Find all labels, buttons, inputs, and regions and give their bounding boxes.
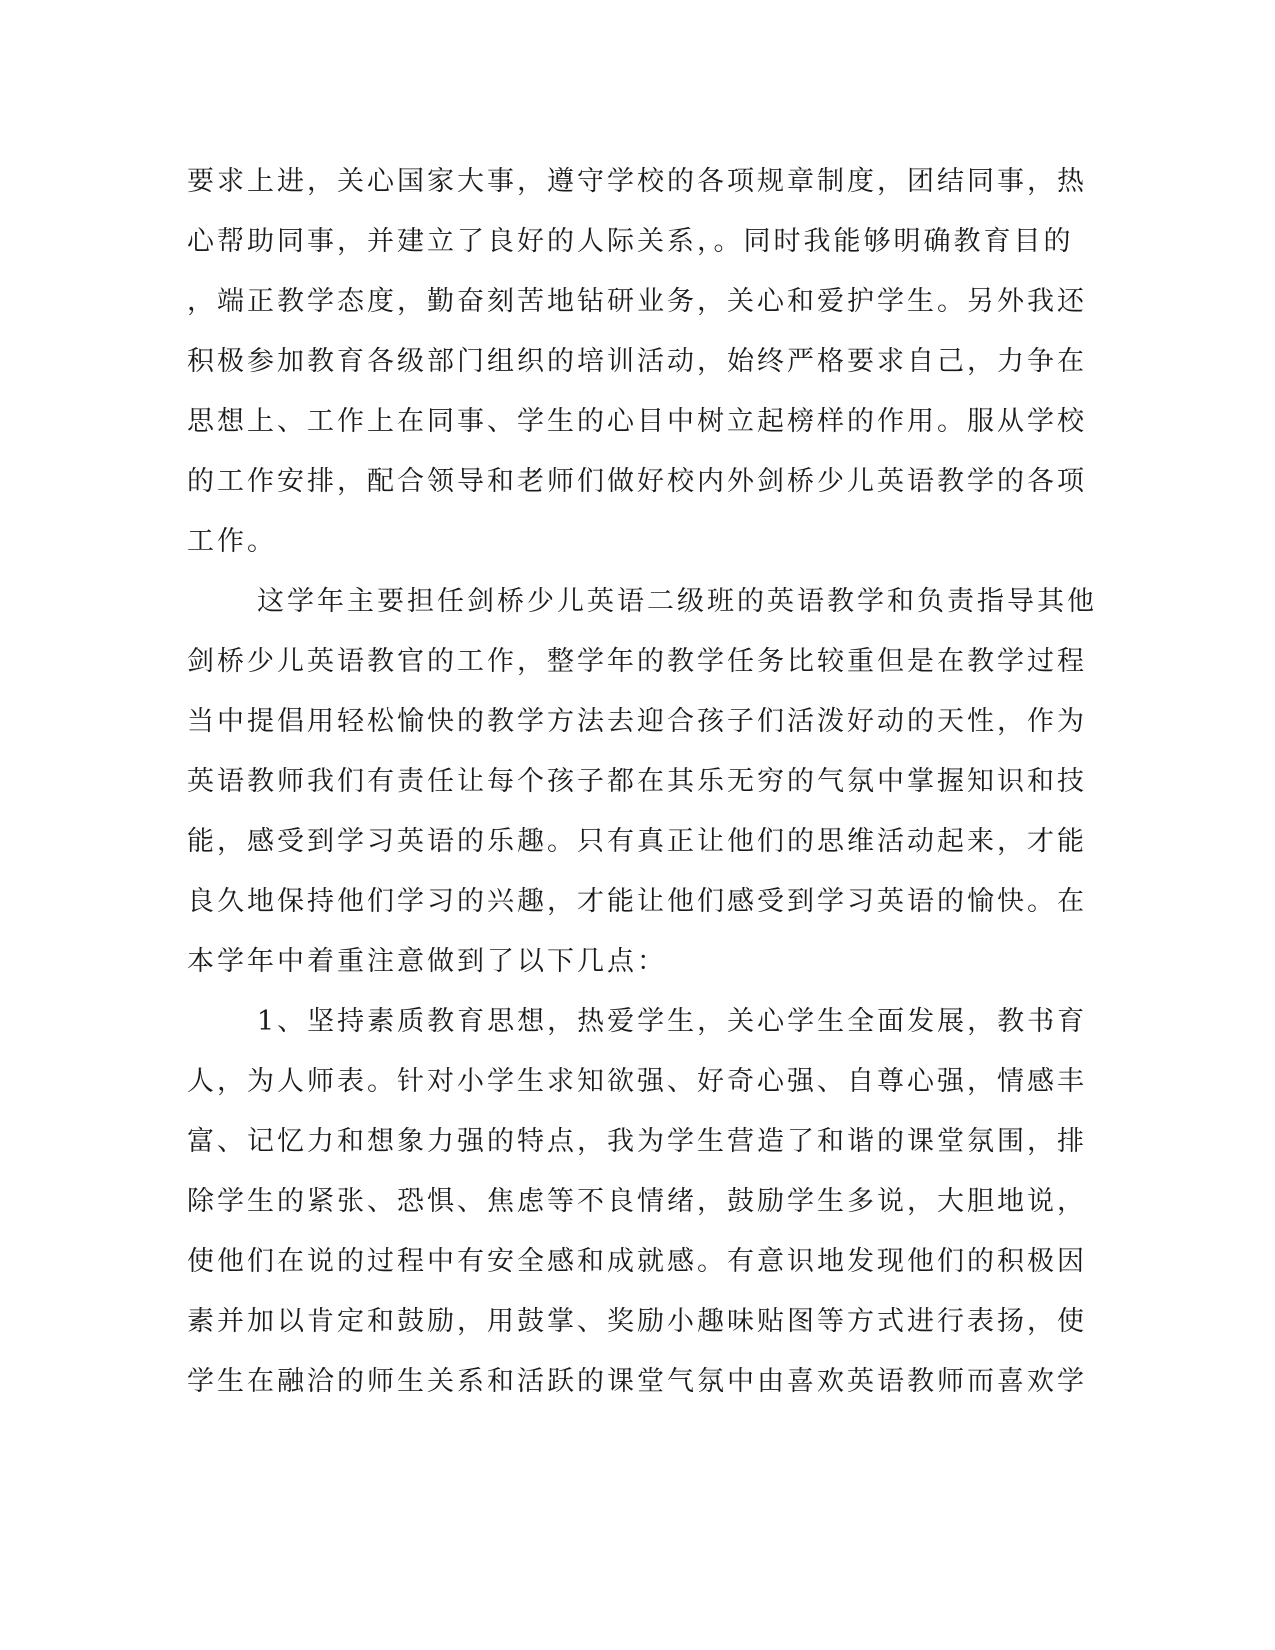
paragraph-2-line-1: 这学年主要担任剑桥少儿英语二级班的英语教学和负责指导其他 [257,586,1097,617]
paragraph-2-line-4: 英语教师我们有责任让每个孩子都在其乐无穷的气氛中掌握知识和技 [187,766,1087,797]
paragraph-3-line-6: 素并加以肯定和鼓励，用鼓掌、奖励小趣味贴图等方式进行表扬，使 [187,1306,1087,1337]
paragraph-3-line-7: 学生在融洽的师生关系和活跃的课堂气氛中由喜欢英语教师而喜欢学 [187,1366,1087,1397]
body-text [187,152,1097,1412]
paragraph-3-line-5: 使他们在说的过程中有安全感和成就感。有意识地发现他们的积极因 [187,1246,1087,1277]
paragraph-2-line-5: 能，感受到学习英语的乐趣。只有真正让他们的思维活动起来，才能 [187,826,1087,857]
paragraph-1-line-5: 思想上、工作上在同事、学生的心目中树立起榜样的作用。服从学校 [187,406,1087,437]
paragraph-2-line-2: 剑桥少儿英语教官的工作，整学年的教学任务比较重但是在教学过程 [187,646,1087,677]
paragraph-3-line-1: 1、坚持素质教育思想，热爱学生，关心学生全面发展，教书育 [257,1006,1088,1037]
paragraph-1-line-7: 工作。 [187,526,277,557]
paragraph-1-line-3: ，端正教学态度，勤奋刻苦地钻研业务，关心和爱护学生。另外我还 [187,286,1087,317]
paragraph-2-line-6: 良久地保持他们学习的兴趣，才能让他们感受到学习英语的愉快。在 [187,886,1087,917]
paragraph-3-line-3: 富、记忆力和想象力强的特点，我为学生营造了和谐的课堂氛围，排 [187,1126,1087,1157]
paragraph-3-line-2: 人，为人师表。针对小学生求知欲强、好奇心强、自尊心强，情感丰 [187,1066,1087,1097]
paragraph-2-line-3: 当中提倡用轻松愉快的教学方法去迎合孩子们活泼好动的天性，作为 [187,706,1087,737]
paragraph-1-line-2: 心帮助同事，并建立了良好的人际关系，。同时我能够明确教育目的 [187,226,1074,257]
paragraph-1-line-6: 的工作安排，配合领导和老师们做好校内外剑桥少儿英语教学的各项 [187,466,1087,497]
paragraph-3-line-4: 除学生的紧张、恐惧、焦虑等不良情绪，鼓励学生多说，大胆地说， [187,1186,1087,1217]
paragraph-2-line-7: 本学年中着重注意做到了以下几点： [187,946,667,977]
paragraph-1-line-4: 积极参加教育各级部门组织的培训活动，始终严格要求自己，力争在 [187,346,1087,377]
paragraph-1-line-1: 要求上进，关心国家大事，遵守学校的各项规章制度，团结同事，热 [187,166,1087,197]
